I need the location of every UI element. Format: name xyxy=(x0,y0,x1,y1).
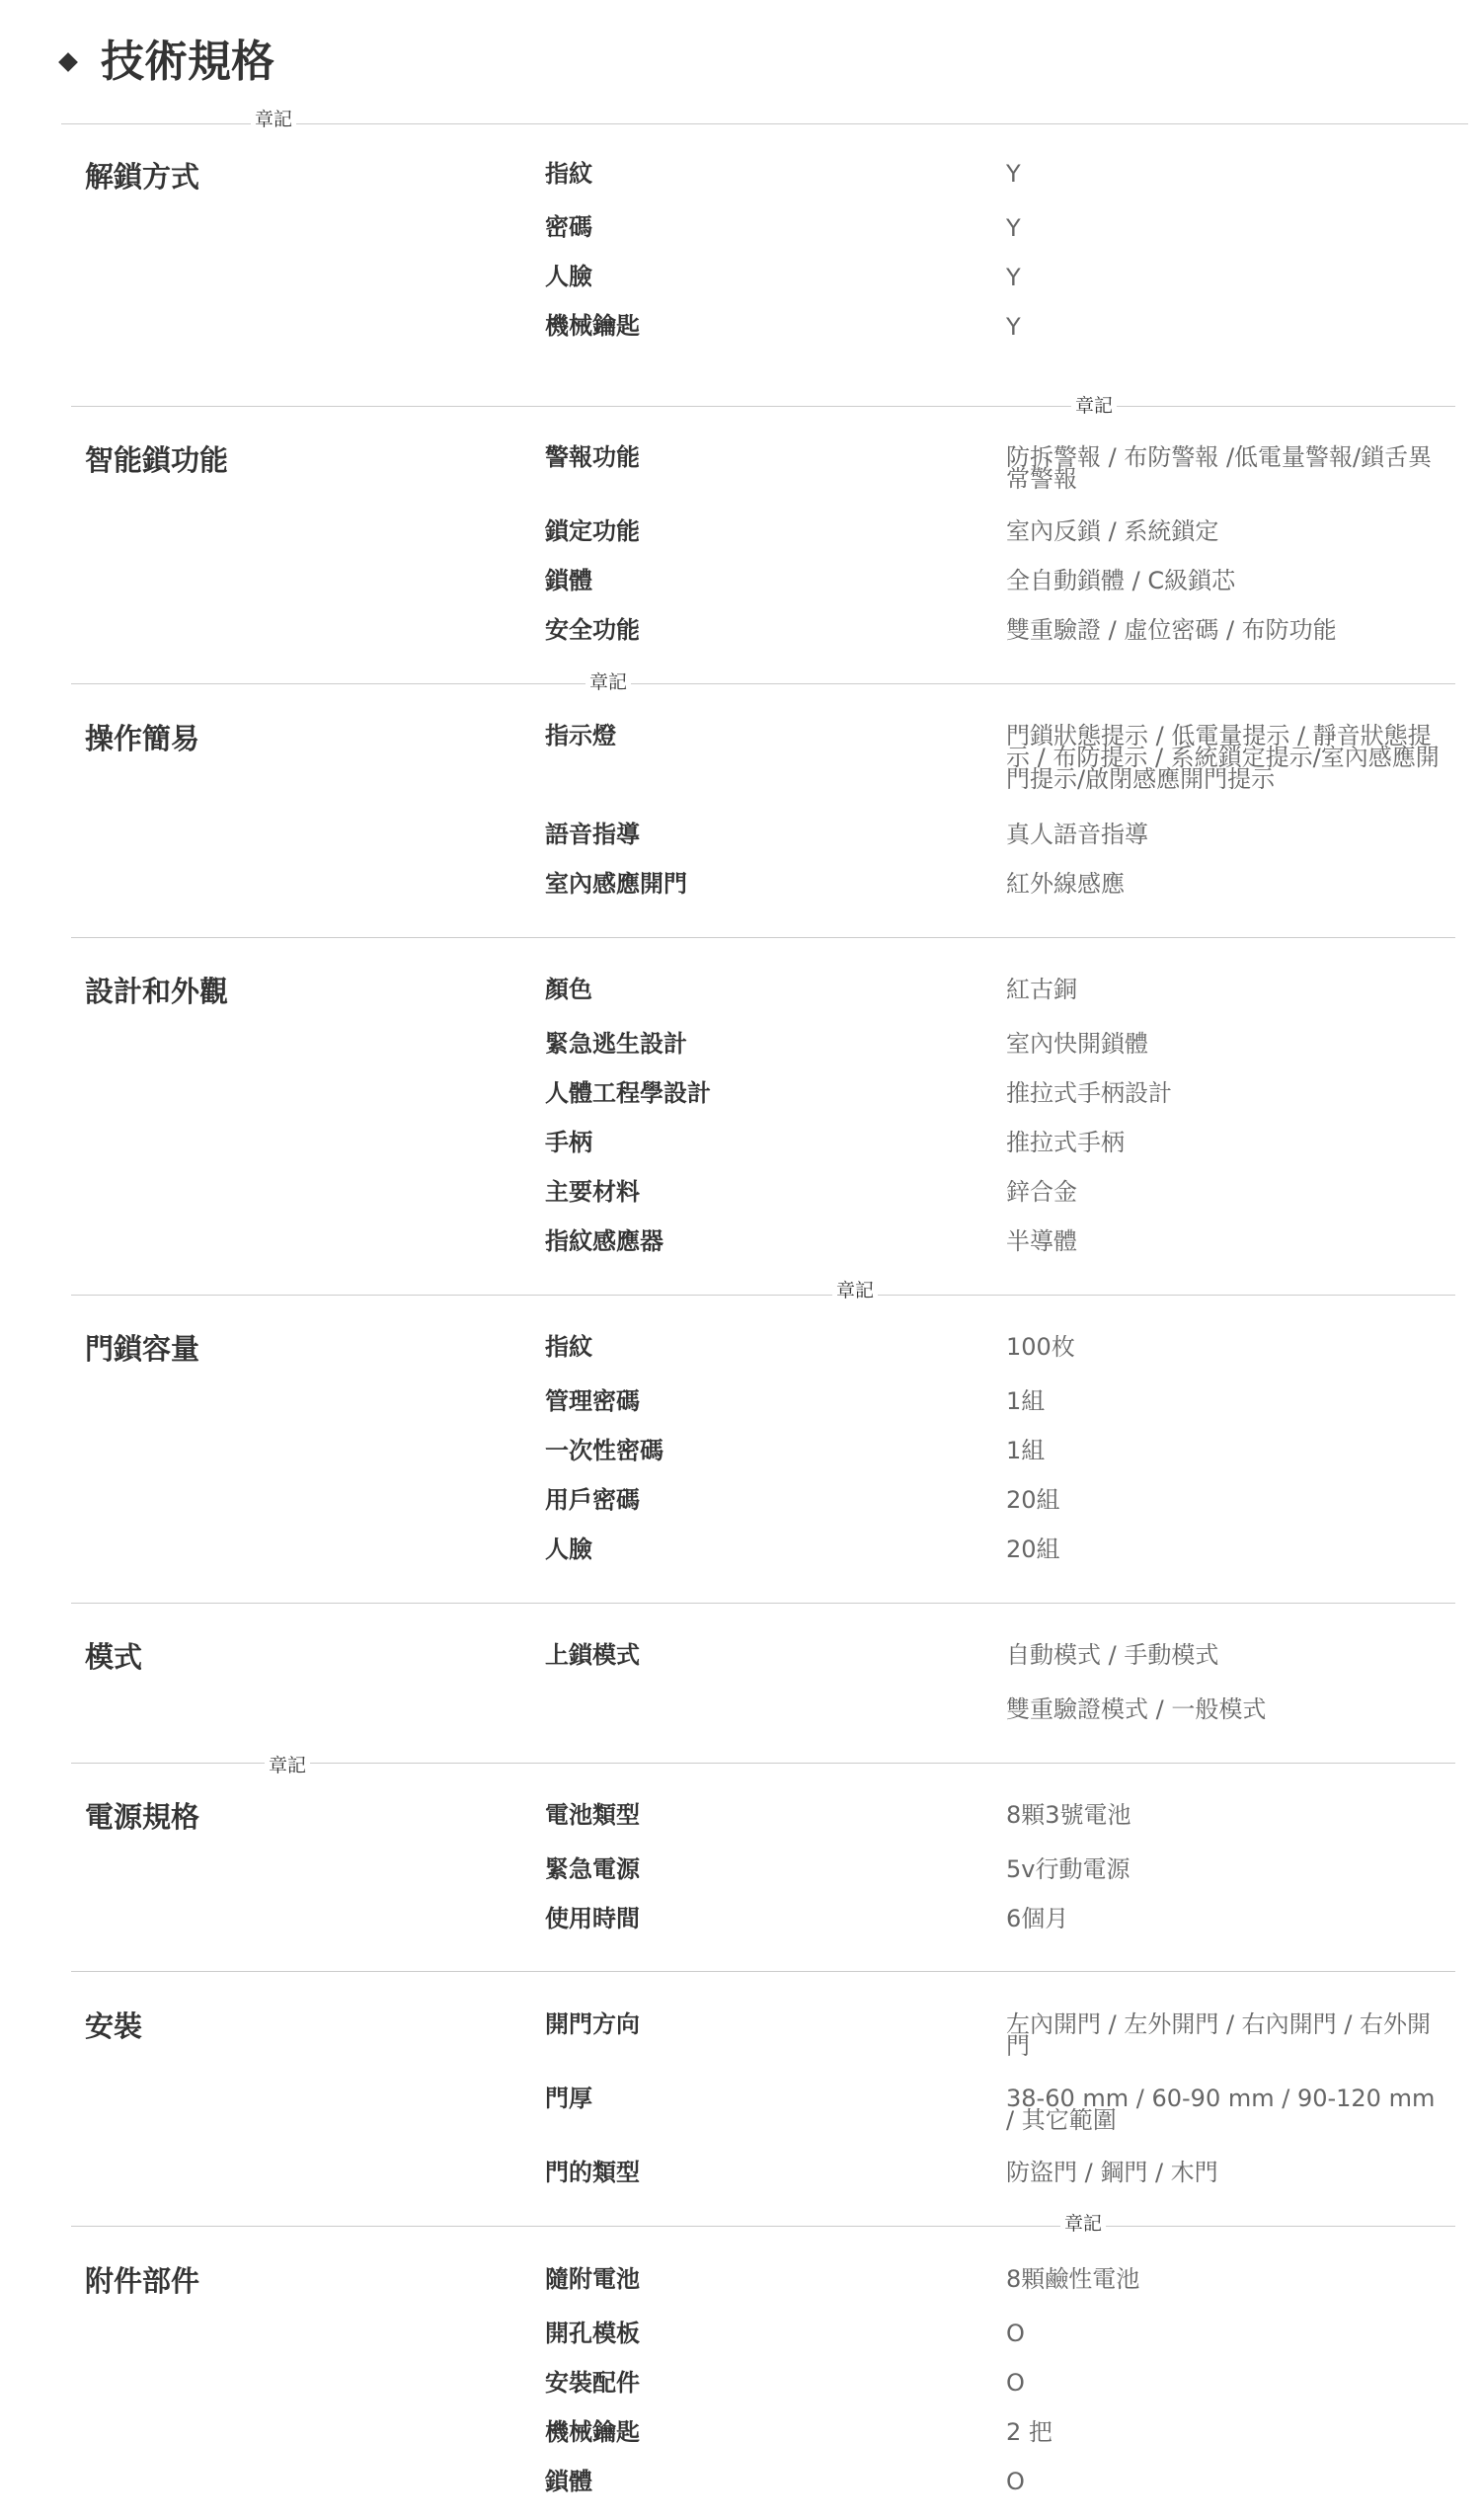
spec-label: 室內感應開門 xyxy=(545,870,687,898)
spec-label: 門的類型 xyxy=(545,2159,640,2186)
spec-value: 真人語音指導 xyxy=(1006,821,1148,848)
spec-value: 紅古銅 xyxy=(1006,976,1077,1003)
spec-value: Y xyxy=(1006,214,1021,242)
spec-label: 人臉 xyxy=(545,1536,592,1563)
spec-value: 鋅合金 xyxy=(1006,1178,1077,1206)
spec-value: 門鎖狀態提示 / 低電量提示 / 靜音狀態提示 / 布防提示 / 系統鎖定提示/室內感應開門提示/啟閉感應開門提示 xyxy=(1006,722,1440,793)
spec-label: 開孔模板 xyxy=(545,2320,640,2347)
divider xyxy=(71,406,1455,407)
divider xyxy=(71,1971,1455,1972)
diamond-bullet-icon xyxy=(58,52,78,72)
spec-value: 100枚 xyxy=(1006,1333,1075,1361)
spec-label: 安裝配件 xyxy=(545,2369,640,2397)
divider xyxy=(71,937,1455,938)
spec-label: 機械鑰匙 xyxy=(545,2418,640,2446)
spec-value: 雙重驗證 / 虛位密碼 / 布防功能 xyxy=(1006,616,1337,644)
section-title: 門鎖容量 xyxy=(85,1332,200,1366)
seal-mark: 章記 xyxy=(265,1755,310,1776)
section-title: 附件部件 xyxy=(85,2264,200,2298)
page-title-text: 技術規格 xyxy=(101,37,274,87)
spec-value: Y xyxy=(1006,264,1021,291)
spec-label: 管理密碼 xyxy=(545,1387,640,1415)
spec-value: 6個月 xyxy=(1006,1905,1069,1932)
spec-value: 1組 xyxy=(1006,1437,1046,1464)
spec-label: 機械鑰匙 xyxy=(545,312,640,340)
spec-value: 8顆3號電池 xyxy=(1006,1801,1131,1829)
spec-label: 隨附電池 xyxy=(545,2265,640,2293)
spec-value: 38-60 mm / 60-90 mm / 90-120 mm / 其它範圍 xyxy=(1006,2085,1436,2134)
divider xyxy=(71,2226,1455,2227)
seal-mark: 章記 xyxy=(832,1280,878,1301)
section-title: 操作簡易 xyxy=(85,722,200,755)
spec-label: 語音指導 xyxy=(545,821,640,848)
spec-label: 鎖體 xyxy=(545,567,592,594)
spec-label: 指紋 xyxy=(545,160,592,188)
divider xyxy=(71,1295,1455,1296)
section-title: 電源規格 xyxy=(85,1800,200,1834)
spec-label: 緊急逃生設計 xyxy=(545,1030,687,1058)
section-title: 設計和外觀 xyxy=(85,975,229,1008)
seal-mark: 章記 xyxy=(1071,395,1117,417)
section-title: 智能鎖功能 xyxy=(85,443,229,477)
spec-label: 指紋感應器 xyxy=(545,1227,663,1255)
spec-value: 8顆鹼性電池 xyxy=(1006,2265,1140,2293)
spec-label: 密碼 xyxy=(545,213,592,241)
spec-label: 緊急電源 xyxy=(545,1855,640,1883)
divider xyxy=(71,683,1455,684)
divider xyxy=(71,1603,1455,1604)
page-title xyxy=(61,33,274,92)
spec-value: 紅外線感應 xyxy=(1006,870,1125,898)
spec-value: O xyxy=(1006,2320,1025,2347)
spec-label: 指紋 xyxy=(545,1333,592,1361)
spec-value: O xyxy=(1006,2369,1025,2397)
spec-label: 鎖體 xyxy=(545,2468,592,2495)
spec-label: 人臉 xyxy=(545,263,592,290)
spec-label: 顏色 xyxy=(545,976,592,1003)
seal-mark: 章記 xyxy=(251,109,296,130)
spec-value: 5v行動電源 xyxy=(1006,1855,1130,1883)
spec-value: 防盜門 / 鋼門 / 木門 xyxy=(1006,2159,1218,2186)
spec-value: Y xyxy=(1006,313,1021,341)
spec-value: Y xyxy=(1006,160,1021,188)
spec-label: 使用時間 xyxy=(545,1905,640,1932)
spec-label: 一次性密碼 xyxy=(545,1437,663,1464)
spec-label: 鎖定功能 xyxy=(545,517,640,545)
seal-mark: 章記 xyxy=(1060,2213,1106,2235)
spec-label: 電池類型 xyxy=(545,1801,640,1829)
spec-label: 警報功能 xyxy=(545,443,640,471)
spec-value: 20組 xyxy=(1006,1486,1060,1514)
spec-label: 用戶密碼 xyxy=(545,1486,640,1514)
spec-label: 上鎖模式 xyxy=(545,1641,640,1669)
section-title: 模式 xyxy=(85,1640,143,1674)
spec-value: 推拉式手柄設計 xyxy=(1006,1079,1172,1107)
section-title: 解鎖方式 xyxy=(85,160,200,194)
spec-value: 自動模式 / 手動模式 xyxy=(1006,1641,1219,1669)
spec-value: 1組 xyxy=(1006,1387,1046,1415)
spec-value: 20組 xyxy=(1006,1536,1060,1563)
spec-label: 手柄 xyxy=(545,1129,592,1156)
spec-value: 室內反鎖 / 系統鎖定 xyxy=(1006,517,1219,545)
spec-value: 全自動鎖體 / C級鎖芯 xyxy=(1006,567,1236,594)
spec-value: 雙重驗證模式 / 一般模式 xyxy=(1006,1695,1267,1723)
spec-label: 開門方向 xyxy=(545,2010,640,2038)
spec-value: 室內快開鎖體 xyxy=(1006,1030,1148,1058)
spec-value: 半導體 xyxy=(1006,1227,1077,1255)
spec-value: O xyxy=(1006,2468,1025,2495)
spec-value: 2 把 xyxy=(1006,2418,1052,2446)
spec-label: 指示燈 xyxy=(545,722,616,749)
spec-label: 安全功能 xyxy=(545,616,640,644)
spec-label: 人體工程學設計 xyxy=(545,1079,711,1107)
section-title: 安裝 xyxy=(85,2009,143,2043)
spec-label: 主要材料 xyxy=(545,1178,640,1206)
spec-value: 防拆警報 / 布防警報 /低電量警報/鎖舌異常警報 xyxy=(1006,443,1433,493)
spec-label: 門厚 xyxy=(545,2085,592,2112)
spec-value: 左內開門 / 左外開門 / 右內開門 / 右外開門 xyxy=(1006,2010,1432,2060)
spec-value: 推拉式手柄 xyxy=(1006,1129,1125,1156)
seal-mark: 章記 xyxy=(585,671,631,693)
